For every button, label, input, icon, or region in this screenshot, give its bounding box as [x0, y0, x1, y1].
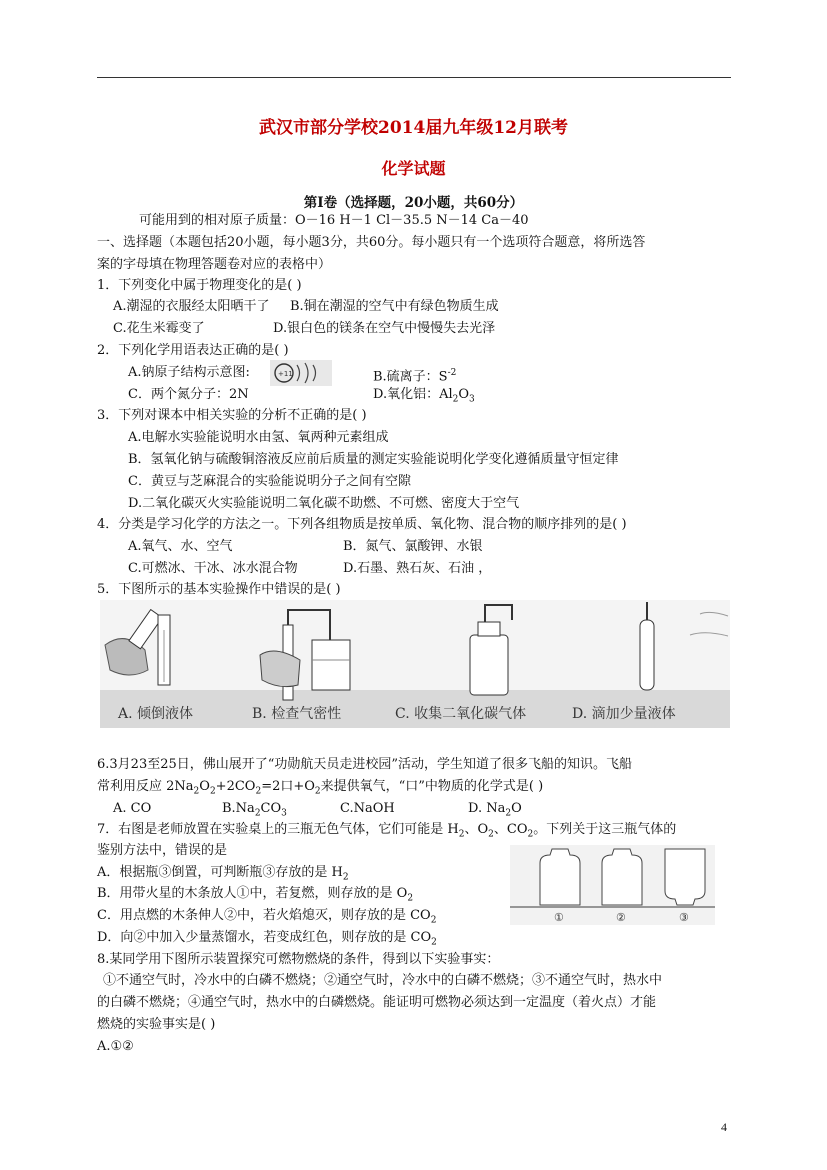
- q4-stem: 4．分类是学习化学的方法之一。下列各组物质是按单质、氧化物、混合物的顺序排列的是( ): [97, 517, 627, 532]
- q5-option-b-label: B. 检查气密性: [252, 706, 342, 722]
- q2-option-a: A.钠原子结构示意图:: [128, 365, 250, 380]
- q1-option-b: B.铜在潮湿的空气中有绿色物质生成: [290, 299, 499, 314]
- q5-option-d-label: D. 滴加少量液体: [572, 706, 676, 722]
- q4-option-c: C.可燃冰、干冰、冰水混合物: [128, 561, 298, 576]
- header-rule: [97, 77, 731, 78]
- q2-option-d: D.氧化铝：$Al_2O_3$: [373, 387, 475, 405]
- q8-stem-line-4: 燃烧的实验事实是( ): [97, 1017, 216, 1032]
- lab-operations-figure: [100, 600, 730, 728]
- q7-option-d: D．向②中加入少量蒸馏水，若变成红色，则存放的是 $CO_2$: [97, 930, 437, 948]
- exam-subtitle: 化学试题: [381, 159, 446, 178]
- q6-option-c: C.NaOH: [340, 801, 395, 816]
- q3-stem: 3．下列对课本中相关实验的分析不正确的是( ): [97, 408, 367, 423]
- q3-option-d: D.二氧化碳灭火实验能说明二氧化碳不助燃、不可燃、密度大于空气: [128, 496, 520, 511]
- section-heading: 第Ⅰ卷（选择题，20小题，共60分）: [303, 195, 524, 211]
- q6-option-b: $B.Na_2CO_3$: [222, 801, 287, 819]
- atomic-masses: 可能用到的相对原子质量：O－16 H－1 Cl－35.5 N－14 Ca－40: [139, 213, 529, 228]
- sodium-atom-diagram: [270, 360, 332, 386]
- three-gas-bottles-figure: [510, 845, 715, 925]
- q7-option-c: C．用点燃的木条伸人②中，若火焰熄灭，则存放的是 $CO_2$: [97, 908, 437, 926]
- q7-option-b: B．用带火星的木条放人①中，若复燃，则存放的是 $O_2$: [97, 886, 414, 904]
- q2-option-b: B.硫离子：$S^{-2}$: [373, 368, 457, 385]
- bottle-label-3: ③: [679, 911, 689, 924]
- q6-stem-line-2: 常利用反应 $2Na_2O_2+2CO_2=2$口$+O_2$来提供氧气，“口”中物质的化学式是( ): [97, 779, 544, 797]
- q1-option-d: D.银白色的镁条在空气中慢慢失去光泽: [273, 321, 496, 336]
- q8-stem-line-3: 的白磷不燃烧；④通空气时，热水中的白磷燃烧。能证明可燃物必须达到一定温度（着火点）才能: [97, 995, 657, 1010]
- q7-stem-line-1: 7．右图是老师放置在实验桌上的三瓶无色气体，它们可能是 $H_2$、$O_2$、$CO_2$。下列关于这三瓶气体的: [97, 822, 677, 840]
- q2-stem: 2．下列化学用语表达正确的是( ): [97, 343, 289, 358]
- page-number: 4: [721, 1120, 727, 1134]
- q7-stem-line-2: 鉴别方法中，错误的是: [97, 843, 228, 858]
- instructions-line-2: 案的字母填在物理答题卷对应的表格中）: [97, 257, 332, 272]
- q7-option-a: A．根据瓶③倒置，可判断瓶③存放的是 $H_2$: [97, 865, 349, 883]
- exam-title: 武汉市部分学校2014届九年级12月联考: [259, 118, 568, 138]
- bottle-label-1: ①: [554, 911, 564, 924]
- q4-option-b: B．氮气、氯酸钾、水银: [343, 539, 483, 554]
- q3-option-a: A.电解水实验能说明水由氢、氧两种元素组成: [128, 430, 389, 445]
- instructions-line-1: 一、选择题（本题包括20小题，每小题3分，共60分。每小题只有一个选项符合题意，将所选答: [97, 235, 646, 250]
- q1-stem: 1．下列变化中属于物理变化的是( ): [97, 278, 302, 293]
- q8-stem-line-2: ①不通空气时，冷水中的白磷不燃烧；②通空气时，冷水中的白磷不燃烧；③不通空气时，热水中: [103, 973, 663, 988]
- q8-stem-line-1: 8.某同学用下图所示装置探究可燃物燃烧的条件，得到以下实验事实：: [97, 952, 500, 967]
- q6-option-d: D. $Na_2O$: [468, 801, 522, 819]
- q1-option-a: A.潮湿的衣服经太阳晒干了: [113, 299, 270, 314]
- q5-stem: 5．下图所示的基本实验操作中错误的是( ): [97, 582, 341, 597]
- q6-option-a: A. CO: [113, 801, 152, 816]
- q4-option-d: D.石墨、熟石灰、石油 ，: [343, 561, 492, 576]
- bottle-label-2: ②: [616, 911, 626, 924]
- q6-stem-line-1: 6.3月23至25日，佛山展开了“功勋航天员走进校园”活动，学生知道了很多飞船的知识。飞船: [97, 757, 633, 772]
- q1-option-c: C.花生米霉变了: [113, 321, 205, 336]
- q8-option-a: A.①②: [97, 1039, 134, 1054]
- q3-option-b: B．氢氧化钠与硫酸铜溶液反应前后质量的测定实验能说明化学变化遵循质量守恒定律: [128, 452, 619, 467]
- q4-option-a: A.氧气、水、空气: [128, 539, 233, 554]
- q2-option-c: C．两个氮分子：2N: [128, 387, 249, 402]
- q3-option-c: C．黄豆与芝麻混合的实验能说明分子之间有空隙: [128, 474, 411, 489]
- q5-option-c-label: C. 收集二氧化碳气体: [395, 706, 527, 722]
- svg-text:+11: +11: [278, 370, 293, 378]
- q5-option-a-label: A. 倾倒液体: [118, 706, 194, 722]
